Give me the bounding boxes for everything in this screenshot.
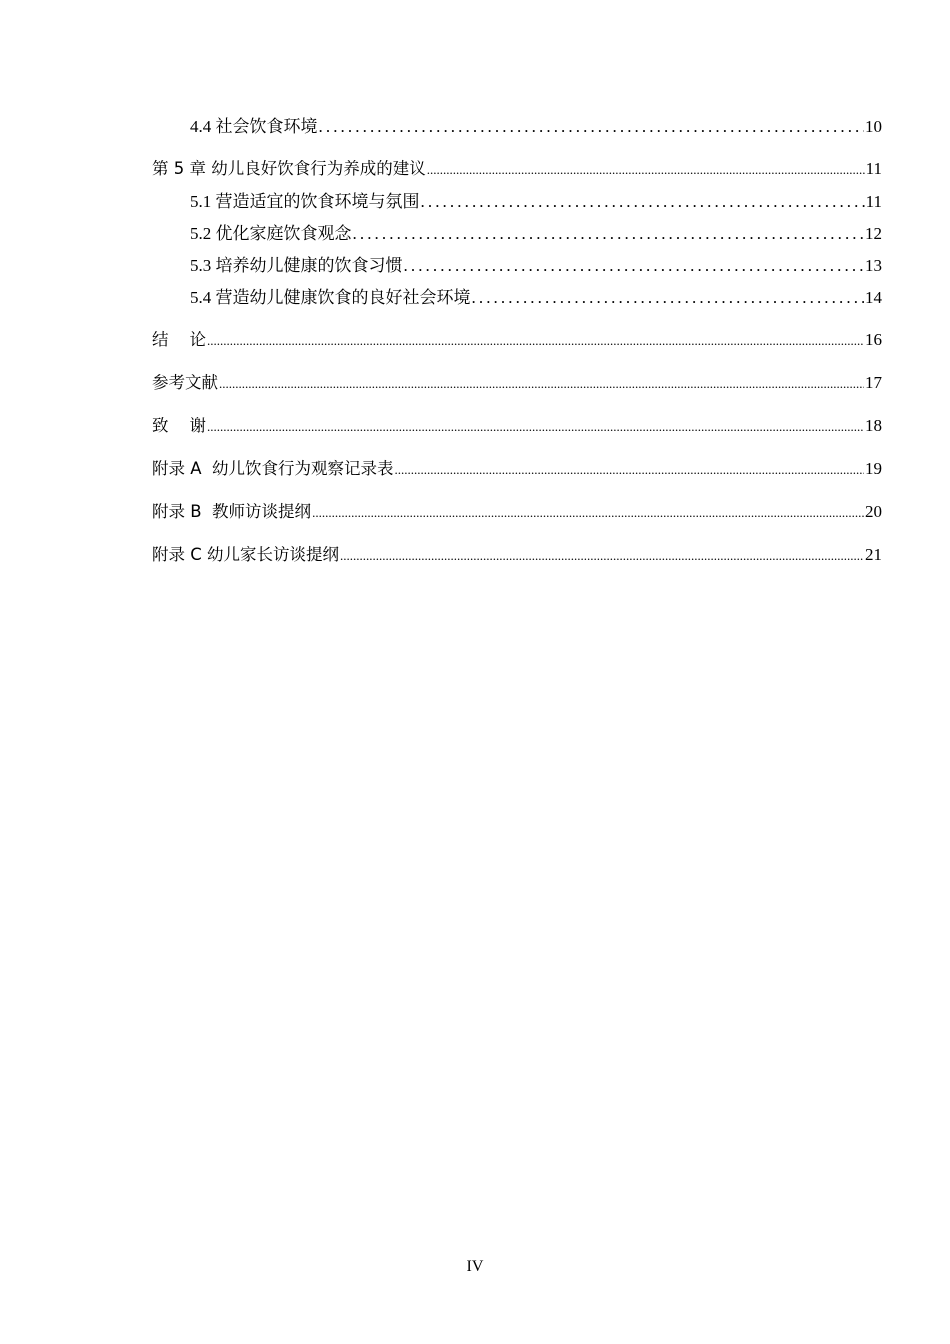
toc-entry-acknowledgements xyxy=(152,415,882,438)
toc-entry-page: 19 xyxy=(865,459,882,478)
dot-leader xyxy=(395,458,864,481)
toc-entry-title: 附录 C 幼儿家长访谈提纲 xyxy=(152,545,340,564)
toc-entry-page: 13 xyxy=(865,256,882,275)
toc-entry-page: 12 xyxy=(865,224,882,243)
toc-entry-page: 20 xyxy=(865,502,882,521)
toc-entry-appendix-b xyxy=(152,501,882,524)
toc-entry-page: 11 xyxy=(865,192,882,211)
toc-entry-5-2 xyxy=(152,223,882,245)
toc-entry-5-4 xyxy=(152,287,882,309)
toc-entry-page: 14 xyxy=(865,288,882,307)
toc-entry-title: 5.1 营造适宜的饮食环境与氛围 xyxy=(190,192,420,211)
toc-entry-title: 5.2 优化家庭饮食观念 xyxy=(190,224,352,243)
toc-entry-page: 21 xyxy=(865,545,882,564)
dot-leader xyxy=(340,544,864,567)
toc-entry-title: 第 5 章 幼儿良好饮食行为养成的建议 xyxy=(152,159,426,178)
dot-leader xyxy=(219,372,864,395)
toc-entry-title: 5.4 营造幼儿健康饮食的良好社会环境 xyxy=(190,288,471,307)
toc-entry-page: 16 xyxy=(865,330,882,349)
dot-leader xyxy=(319,116,865,138)
toc-entry-title: 附录 A 幼儿饮食行为观察记录表 xyxy=(152,459,394,478)
toc-entry-title: 致 谢 xyxy=(152,416,206,435)
dot-leader xyxy=(353,223,865,245)
dot-leader xyxy=(207,415,864,438)
toc-entry-title: 附录 B 教师访谈提纲 xyxy=(152,502,312,521)
toc-entry-appendix-a xyxy=(152,458,882,481)
page-number: IV xyxy=(466,1258,484,1275)
toc-entry-5-3 xyxy=(152,255,882,277)
dot-leader xyxy=(312,501,864,524)
toc-entry-page: 10 xyxy=(865,117,882,136)
toc-entry-chapter-5 xyxy=(152,158,882,181)
dot-leader xyxy=(404,255,865,277)
dot-leader xyxy=(207,329,864,352)
toc-entry-title: 4.4 社会饮食环境 xyxy=(190,117,318,136)
toc-entry-5-1 xyxy=(152,191,882,213)
dot-leader xyxy=(427,158,865,181)
toc-entry-page: 17 xyxy=(865,373,882,392)
toc-entry-page: 11 xyxy=(865,159,882,178)
dot-leader xyxy=(421,191,865,213)
dot-leader xyxy=(472,287,865,309)
toc-entry-title: 结 论 xyxy=(152,330,206,349)
toc-entry-4-4 xyxy=(152,116,882,138)
table-of-contents xyxy=(152,116,882,567)
toc-entry-title: 参考文献 xyxy=(152,373,218,392)
toc-entry-references xyxy=(152,372,882,395)
toc-entry-appendix-c xyxy=(152,544,882,567)
toc-entry-title: 5.3 培养幼儿健康的饮食习惯 xyxy=(190,256,403,275)
toc-entry-conclusion xyxy=(152,329,882,352)
toc-entry-page: 18 xyxy=(865,416,882,435)
